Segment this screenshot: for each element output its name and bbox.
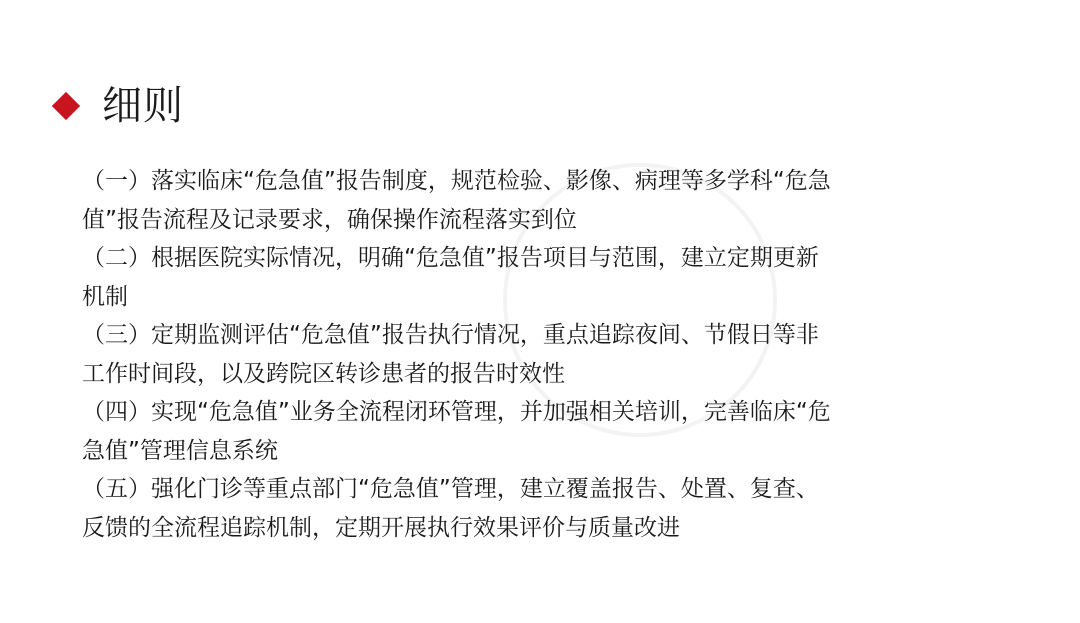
rule-line: 工作时间段，以及跨院区转诊患者的报告时效性 xyxy=(82,360,565,387)
rule-item-3 xyxy=(82,316,942,393)
rules-list xyxy=(82,162,942,547)
title-row xyxy=(52,76,184,136)
rule-line: 机制 xyxy=(82,283,128,310)
rule-line: 值”报告流程及记录要求，确保操作流程落实到位 xyxy=(82,206,577,233)
slide-title: 细则 xyxy=(102,83,184,129)
rule-line: （一）落实临床“危急值”报告制度，规范检验、影像、病理等多学科“危急 xyxy=(82,168,831,194)
rule-line: （五）强化门诊等重点部门“危急值”管理，建立覆盖报告、处置、复查、 xyxy=(82,476,819,502)
diamond-bullet-icon xyxy=(52,92,80,120)
rule-item-4 xyxy=(82,393,942,470)
rule-line: （四）实现“危急值”业务全流程闭环管理，并加强相关培训，完善临床“危 xyxy=(82,399,831,425)
rule-line: （三）定期监测评估“危急值”报告执行情况，重点追踪夜间、节假日等非 xyxy=(82,322,819,348)
rule-line: 急值”管理信息系统 xyxy=(82,437,278,464)
rule-line: （二）根据医院实际情况，明确“危急值”报告项目与范围，建立定期更新 xyxy=(82,245,819,271)
rule-line: 反馈的全流程追踪机制，定期开展执行效果评价与质量改进 xyxy=(82,514,680,541)
rule-item-1 xyxy=(82,162,942,239)
rule-item-5 xyxy=(82,470,942,547)
rule-item-2 xyxy=(82,239,942,316)
